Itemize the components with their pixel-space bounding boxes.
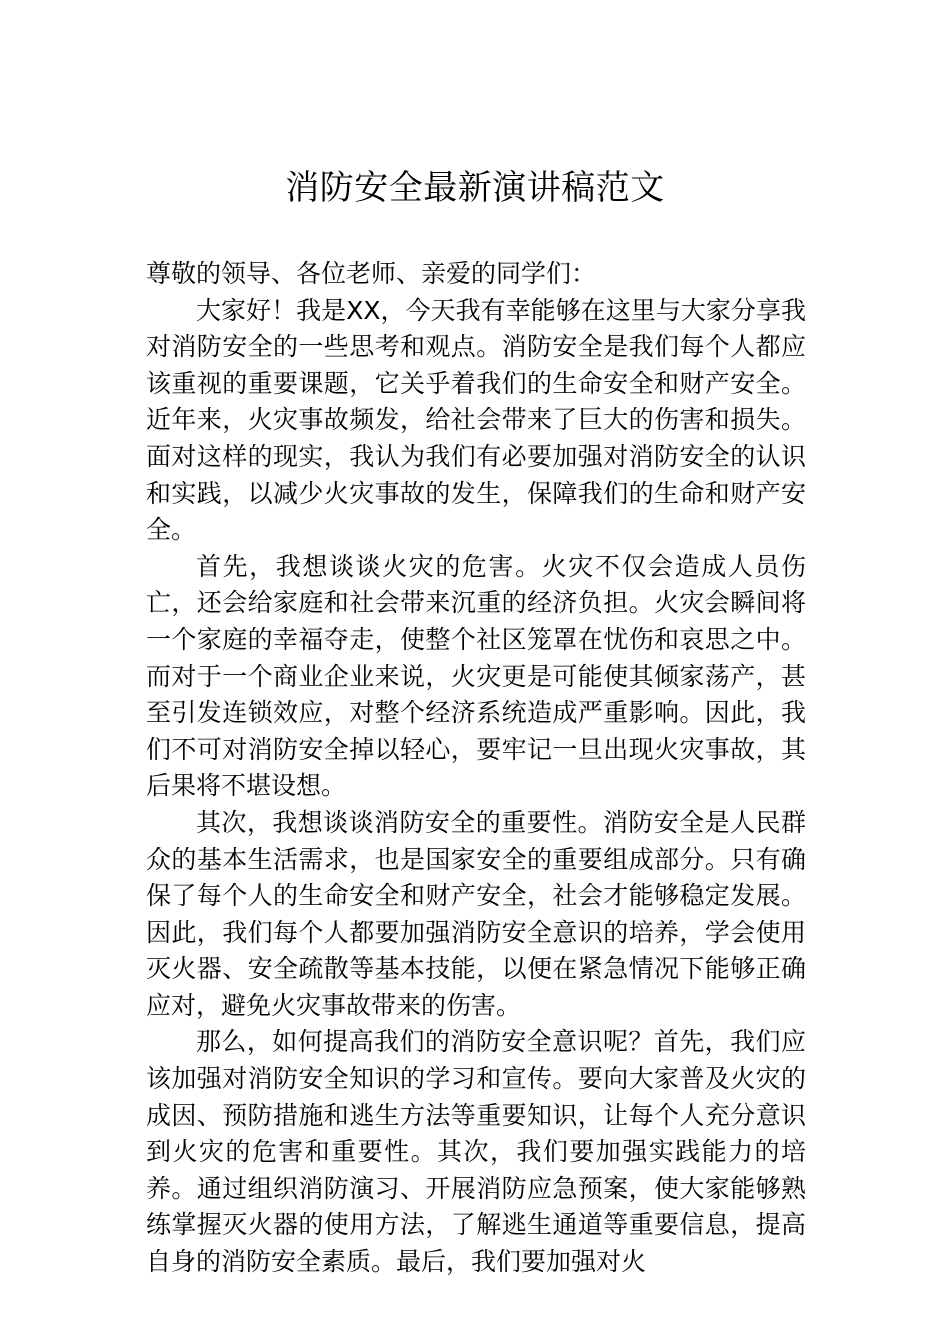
document-body [146,256,806,1281]
document-title: 消防安全最新演讲稿范文 [285,168,665,208]
paragraph-3: 其次，我想谈谈消防安全的重要性。消防安全是人民群众的基本生活需求，也是国家安全的重要组成部分。只有确保了每个人的生命安全和财产安全，社会才能够稳定发展。因此，我们每个人都要加强消防安全意识的培养，学会使用灭火器、安全疏散等基本技能，以便在紧急情况下能够正确应对，避免火灾事故带来的伤害。 [146,807,806,1020]
paragraph-4: 那么，如何提高我们的消防安全意识呢？首先，我们应该加强对消防安全知识的学习和宣传。要向大家普及火灾的成因、预防措施和逃生方法等重要知识，让每个人充分意识到火灾的危害和重要性。其次，我们要加强实践能力的培养。通过组织消防演习、开展消防应急预案，使大家能够熟练掌握灭火器的使用方法，了解逃生通道等重要信息，提高自身的消防安全素质。最后，我们要加强对火 [146,1027,806,1277]
paragraph-1: 大家好！我是XX，今天我有幸能够在这里与大家分享我对消防安全的一些思考和观点。消防安全是我们每个人都应该重视的重要课题，它关乎着我们的生命安全和财产安全。近年来，火灾事故频发，给社会带来了巨大的伤害和损失。面对这样的现实，我认为我们有必要加强对消防安全的认识和实践，以减少火灾事故的发生，保障我们的生命和财产安全。 [146,295,806,545]
paragraph-2: 首先，我想谈谈火灾的危害。火灾不仅会造成人员伤亡，还会给家庭和社会带来沉重的经济负担。火灾会瞬间将一个家庭的幸福夺走，使整个社区笼罩在忧伤和哀思之中。而对于一个商业企业来说，火灾更是可能使其倾家荡产，甚至引发连锁效应，对整个经济系统造成严重影响。因此，我们不可对消防安全掉以轻心，要牢记一旦出现火灾事故，其后果将不堪设想。 [146,551,806,801]
salutation: 尊敬的领导、各位老师、亲爱的同学们： [146,259,597,288]
